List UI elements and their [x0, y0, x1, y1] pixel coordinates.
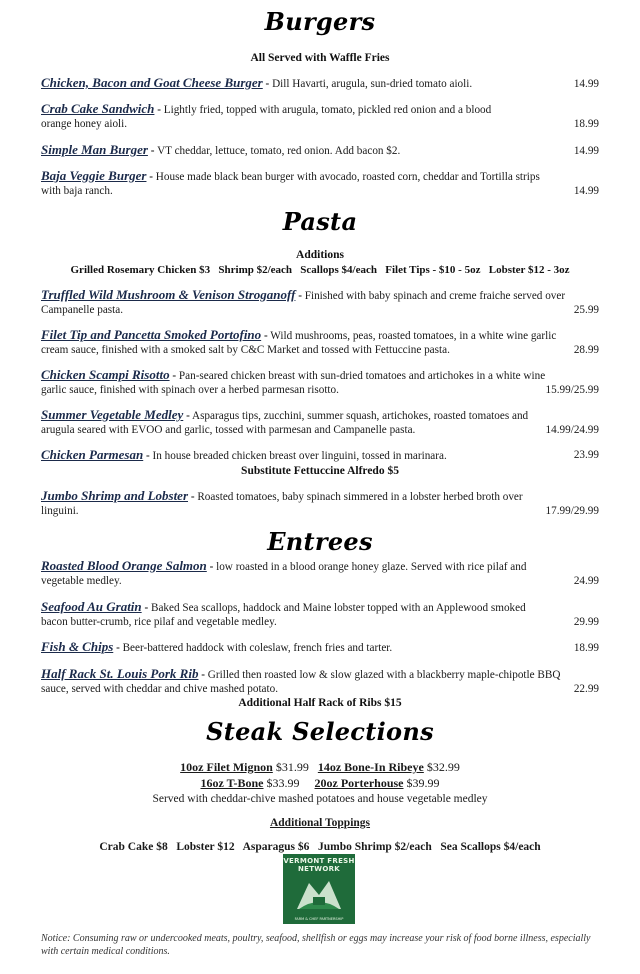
- item-name: Simple Man Burger: [41, 142, 148, 157]
- menu-item: Crab Cake Sandwich - Lightly fried, topped with arugula, tomato, pickled red onion and a blood orange honey aioli. 18.99: [41, 101, 599, 130]
- menu-item: Jumbo Shrimp and Lobster - Roasted tomatoes, baby spinach simmered in a lobster herbed broth over linguini. 17.99/29.99: [41, 488, 599, 517]
- health-notice: Notice: Consuming raw or undercooked meats, poultry, seafood, shellfish or eggs may increase your risk of food borne illness, especially with certain medical conditions.: [41, 933, 591, 957]
- menu-item: Roasted Blood Orange Salmon - low roasted in a blood orange honey glaze. Served with rice pilaf and vegetable medley. 24.99: [41, 558, 599, 587]
- burgers-subtitle: All Served with Waffle Fries: [250, 52, 390, 64]
- menu-item: Filet Tip and Pancetta Smoked Portofino - Wild mushrooms, peas, roasted tomatoes, in a white wine garlic cream sauce, finished with a smoked salt by C&C Market and tossed with Fettuccine pasta. 28.99: [41, 327, 599, 356]
- menu-item: Chicken Scampi Risotto - Pan-seared chicken breast with sun-dried tomatoes and artichokes in a white wine garlic sauce, finished with spinach over a herbed parmesan risotto. 15.99/25.99: [41, 367, 599, 396]
- menu-item: Seafood Au Gratin - Baked Sea scallops, haddock and Maine lobster topped with an Applewood smoked bacon butter-crumb, rice pilaf and vegetable medley. 29.99: [41, 599, 599, 628]
- item-name: Jumbo Shrimp and Lobster: [41, 488, 189, 503]
- steaks-heading: Steak Selections: [206, 717, 434, 746]
- item-price: 14.99: [573, 145, 599, 157]
- item-price: 14.99: [573, 78, 599, 90]
- item-desc: Beer-battered haddock with coleslaw, french fries and tarter.: [122, 642, 393, 654]
- item-desc: Grilled then roasted low & slow glazed with a blackberry maple-chipotle BBQ sauce, served with cheddar and chive mashed potato.: [41, 669, 561, 695]
- steak-row-2: 16oz T-Bone $33.99 20oz Porterhouse $39.99: [200, 776, 440, 790]
- item-price: 18.99: [573, 118, 599, 130]
- item-name: Filet Tip and Pancetta Smoked Portofino: [41, 327, 262, 342]
- item-desc: Wild mushrooms, peas, roasted tomatoes, in a white wine garlic cream sauce, finished with a smoked salt by C&C Market and tossed with Fettuccine pasta.: [41, 330, 557, 356]
- menu-item: Truffled Wild Mushroom & Venison Stroganoff - Finished with baby spinach and creme fraiche served over Campanelle pasta. 25.99: [41, 287, 599, 316]
- menu-item: Fish & Chips - Beer-battered haddock with coleslaw, french fries and tarter. 18.99: [41, 639, 599, 654]
- item-desc: Pan-seared chicken breast with sun-dried tomatoes and artichokes in a white wine garlic sauce, finished with spinach over a herbed parmesan risotto.: [41, 370, 546, 396]
- item-price: 28.99: [573, 344, 599, 356]
- toppings-list: Crab Cake $8 Lobster $12 Asparagus $6 Jumbo Shrimp $2/each Sea Scallops $4/each: [99, 841, 541, 853]
- item-name: Crab Cake Sandwich: [41, 101, 155, 116]
- item-price: 17.99/29.99: [545, 505, 599, 517]
- item-note: Additional Half Rack of Ribs $15: [238, 697, 402, 709]
- pasta-heading: Pasta: [282, 207, 358, 236]
- menu-item: Simple Man Burger - VT cheddar, lettuce, tomato, red onion. Add bacon $2. 14.99: [41, 142, 599, 157]
- item-name: Chicken Scampi Risotto: [41, 367, 170, 382]
- item-desc: Baked Sea scallops, haddock and Maine lobster topped with an Applewood smoked bacon butter-crumb, rice pilaf and vegetable medley.: [41, 602, 526, 628]
- item-note: Substitute Fettuccine Alfredo $5: [241, 465, 399, 477]
- menu-item: Summer Vegetable Medley - Asparagus tips, zucchini, summer squash, artichokes, roasted tomatoes and arugula seared with EVOO and garlic, tossed with parmesan and Campanelle pasta. 14.99/24.99: [41, 407, 599, 436]
- item-desc: In house breaded chicken breast over linguini, tossed in marinara.: [152, 450, 447, 462]
- item-desc: Finished with baby spinach and creme fraiche served over Campanelle pasta.: [41, 290, 566, 316]
- item-desc: Lightly fried, topped with arugula, tomato, pickled red onion and a blood orange honey aioli.: [41, 104, 492, 130]
- item-name: Chicken, Bacon and Goat Cheese Burger: [41, 75, 263, 90]
- menu-item: Chicken Parmesan - In house breaded chicken breast over linguini, tossed in marinara. 23.99: [41, 447, 599, 462]
- additions-label: Additions: [296, 249, 344, 261]
- item-price: 14.99: [573, 185, 599, 197]
- item-name: Summer Vegetable Medley: [41, 407, 184, 422]
- item-desc: VT cheddar, lettuce, tomato, red onion. Add bacon $2.: [157, 145, 401, 157]
- item-price: 14.99/24.99: [545, 424, 599, 436]
- item-name: Half Rack St. Louis Pork Rib: [41, 666, 199, 681]
- menu-item: Half Rack St. Louis Pork Rib - Grilled then roasted low & slow glazed with a blackberry maple-chipotle BBQ sauce, served with cheddar and chive mashed potato. 22.99: [41, 666, 599, 695]
- item-desc: low roasted in a blood orange honey glaze. Served with rice pilaf and vegetable medley.: [41, 561, 527, 587]
- vermont-fresh-network-logo: VERMONT FRESH NETWORK FARM & CHEF PARTNERSHIP: [283, 854, 355, 924]
- item-desc: Roasted tomatoes, baby spinach simmered in a lobster herbed broth over linguini.: [41, 491, 523, 517]
- item-price: 24.99: [573, 575, 599, 587]
- menu-item: Baja Veggie Burger - House made black bean burger with avocado, roasted corn, cheddar and Tortilla strips with baja ranch. 14.99: [41, 168, 599, 197]
- item-name: Chicken Parmesan: [41, 447, 144, 462]
- entrees-heading: Entrees: [267, 527, 373, 556]
- item-price: 23.99: [573, 449, 599, 461]
- item-name: Fish & Chips: [41, 639, 114, 654]
- additions-list: Grilled Rosemary Chicken $3 Shrimp $2/each Scallops $4/each Filet Tips - $10 - 5oz Lobster $12 - 3oz: [70, 264, 570, 276]
- item-desc: House made black bean burger with avocado, roasted corn, cheddar and Tortilla strips with baja ranch.: [41, 171, 540, 197]
- burgers-heading: Burgers: [264, 7, 376, 36]
- menu-item: Chicken, Bacon and Goat Cheese Burger - Dill Havarti, arugula, sun-dried tomato aioli. 14.99: [41, 75, 599, 90]
- item-desc: Dill Havarti, arugula, sun-dried tomato aioli.: [272, 78, 473, 90]
- item-price: 18.99: [573, 642, 599, 654]
- item-name: Truffled Wild Mushroom & Venison Stroganoff: [41, 287, 296, 302]
- toppings-title: Additional Toppings: [269, 817, 371, 829]
- steak-row-1: 10oz Filet Mignon $31.99 14oz Bone-In Ribeye $32.99: [180, 760, 460, 774]
- item-price: 29.99: [573, 616, 599, 628]
- item-price: 25.99: [573, 304, 599, 316]
- item-desc: Asparagus tips, zucchini, summer squash, artichokes, roasted tomatoes and arugula seared with EVOO and garlic, tossed with parmesan and Campanelle pasta.: [41, 410, 529, 436]
- item-price: 22.99: [573, 683, 599, 695]
- item-name: Baja Veggie Burger: [41, 168, 147, 183]
- item-name: Seafood Au Gratin: [41, 599, 142, 614]
- item-price: 15.99/25.99: [545, 384, 599, 396]
- item-name: Roasted Blood Orange Salmon: [41, 558, 207, 573]
- farm-icon: [295, 875, 343, 911]
- steak-served: Served with cheddar-chive mashed potatoes and house vegetable medley: [152, 793, 488, 805]
